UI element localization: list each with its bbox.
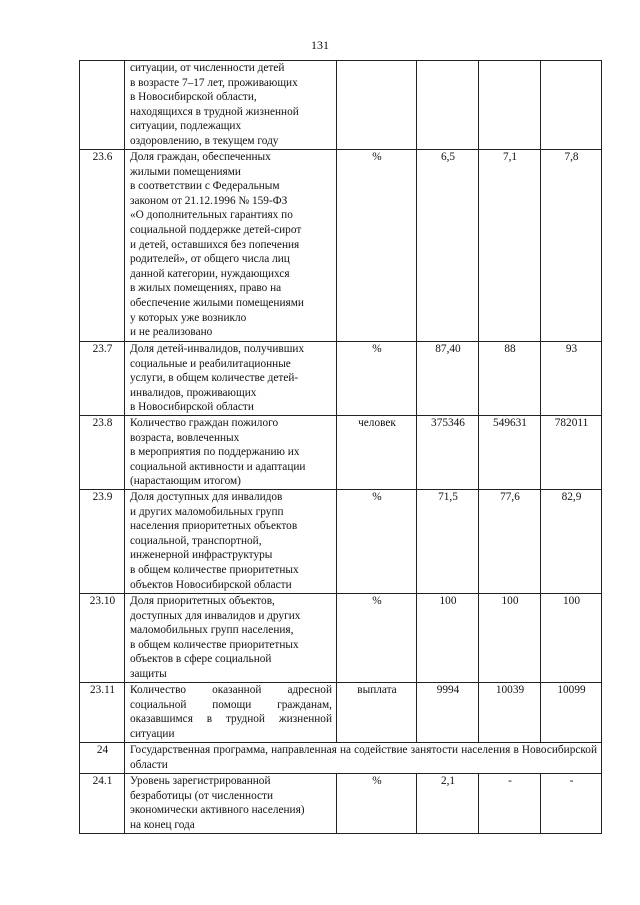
value-cell: 100 (417, 594, 479, 683)
unit-cell: % (337, 150, 417, 342)
unit-cell: выплата (337, 683, 417, 743)
table-row (80, 774, 602, 834)
value-cell: 100 (541, 594, 602, 683)
value-cell: 77,6 (479, 490, 541, 594)
indicator-text: ситуации, от численности детей в возрасте 7–17 лет, проживающих в Новосибирской области, находящихся в трудной жизненной ситуации, подлежащих оздоровлению, в текущем году (125, 61, 337, 150)
value-cell: - (541, 774, 602, 834)
table-row (80, 490, 602, 594)
table-row (80, 342, 602, 416)
value-cell: 82,9 (541, 490, 602, 594)
value-cell: 7,1 (479, 150, 541, 342)
row-number: 23.8 (80, 416, 125, 490)
unit-cell (337, 61, 417, 150)
value-cell: 93 (541, 342, 602, 416)
row-number: 23.10 (80, 594, 125, 683)
value-cell: 2,1 (417, 774, 479, 834)
section-number: 24 (80, 743, 125, 774)
section-row (80, 743, 602, 774)
value-cell: 6,5 (417, 150, 479, 342)
value-cell: 71,5 (417, 490, 479, 594)
unit-cell: человек (337, 416, 417, 490)
table-row (80, 150, 602, 342)
page-number: 131 (311, 38, 329, 52)
table-row (80, 683, 602, 743)
row-number: 23.6 (80, 150, 125, 342)
value-cell: 549631 (479, 416, 541, 490)
value-cell: 100 (479, 594, 541, 683)
table-row (80, 594, 602, 683)
indicator-text: Доля детей-инвалидов, получивших социальные и реабилитационные услуги, в общем количестве детей- инвалидов, проживающих в Новосибирской области (125, 342, 337, 416)
indicator-text: Доля приоритетных объектов, доступных для инвалидов и других маломобильных групп населения, в общем количестве приоритетных объектов в сфере социальной защиты (125, 594, 337, 683)
value-cell (479, 61, 541, 150)
unit-cell: % (337, 490, 417, 594)
row-number: 23.11 (80, 683, 125, 743)
indicator-text: Уровень зарегистрированной безработицы (от численности экономически активного населения) на конец года (125, 774, 337, 834)
table-row (80, 61, 602, 150)
indicator-text: Доля доступных для инвалидов и других маломобильных групп населения приоритетных объектов социальной, транспортной, инженерной инфраструктуры в общем количестве приоритетных объектов Новосибирской области (125, 490, 337, 594)
value-cell: 7,8 (541, 150, 602, 342)
value-cell: 9994 (417, 683, 479, 743)
value-cell: 88 (479, 342, 541, 416)
row-number: 24.1 (80, 774, 125, 834)
value-cell: 782011 (541, 416, 602, 490)
unit-cell: % (337, 774, 417, 834)
value-cell: 375346 (417, 416, 479, 490)
row-number (80, 61, 125, 150)
value-cell: 10039 (479, 683, 541, 743)
indicator-text: Количество граждан пожилого возраста, вовлеченных в мероприятия по поддержанию их социальной активности и адаптации (нарастающим итогом) (125, 416, 337, 490)
row-number: 23.9 (80, 490, 125, 594)
unit-cell: % (337, 342, 417, 416)
value-cell (417, 61, 479, 150)
indicator-text: Доля граждан, обеспеченных жилыми помещениями в соответствии с Федеральным законом от 21.12.1996 № 159-ФЗ «О дополнительных гарантиях по социальной поддержке детей-сирот и детей, оставшихся без попечения родителей», от общего числа лиц данной категории, нуждающихся в жилых помещениях, право на обеспечение жилыми помещениями у которых уже возникло и не реализовано (125, 150, 337, 342)
table-row (80, 416, 602, 490)
unit-cell: % (337, 594, 417, 683)
indicator-text: Количество оказанной адресной социальной помощи гражданам, оказавшимся в трудной жизненной ситуации (125, 683, 337, 743)
value-cell: 87,40 (417, 342, 479, 416)
value-cell (541, 61, 602, 150)
value-cell: - (479, 774, 541, 834)
value-cell: 10099 (541, 683, 602, 743)
row-number: 23.7 (80, 342, 125, 416)
indicators-table (79, 60, 602, 834)
section-title: Государственная программа, направленная на содействие занятости населения в Новосибирской области (125, 743, 602, 774)
